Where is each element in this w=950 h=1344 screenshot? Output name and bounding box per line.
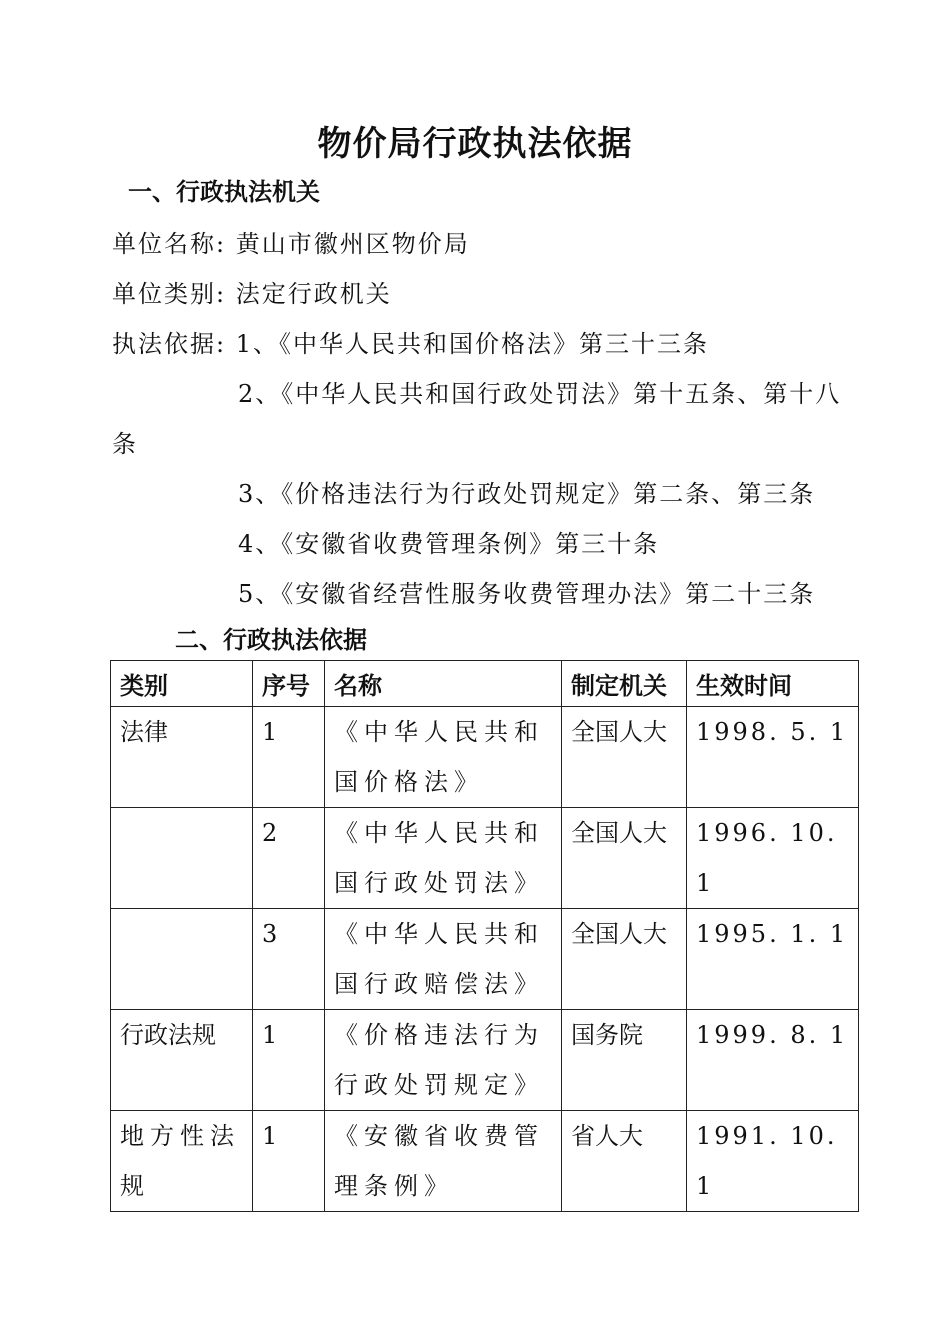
cell-authority: 省人大: [562, 1111, 687, 1212]
cell-name: 《安徽省收费管理条例》: [325, 1111, 562, 1212]
unit-name-label: 单位名称:: [112, 230, 227, 258]
basis-label: 执法依据:: [112, 330, 227, 358]
table-row: [111, 909, 859, 1010]
table-row: [111, 707, 859, 808]
cell-authority: 全国人大: [562, 707, 687, 808]
cell-name: 《中华人民共和国价格法》: [325, 707, 562, 808]
unit-type-label: 单位类别:: [112, 280, 227, 308]
cell-date: 1998. 5. 1: [687, 707, 859, 808]
cell-date: 1991. 10. 1: [687, 1111, 859, 1212]
unit-name-value: 黄山市徽州区物价局: [235, 230, 470, 258]
basis-item: 4、《安徽省收费管理条例》第三十条: [238, 530, 660, 558]
section-heading-agency: 一、行政执法机关: [128, 178, 320, 206]
cell-category: [111, 909, 253, 1010]
unit-type-line: [112, 274, 392, 309]
header-name: 名称: [325, 661, 562, 707]
table-header-row: [111, 661, 859, 707]
cell-date: 1999. 8. 1: [687, 1010, 859, 1111]
section-heading-basis: 二、行政执法依据: [175, 626, 367, 654]
basis-item: 5、《安徽省经营性服务收费管理办法》第二十三条: [238, 580, 816, 608]
basis-line-1: [112, 324, 709, 359]
cell-seq: 1: [253, 707, 325, 808]
cell-authority: 全国人大: [562, 909, 687, 1010]
cell-name: 《中华人民共和国行政处罚法》: [325, 808, 562, 909]
basis-item: 3、《价格违法行为行政处罚规定》第二条、第三条: [238, 480, 816, 508]
cell-category: 行政法规: [111, 1010, 253, 1111]
cell-seq: 2: [253, 808, 325, 909]
cell-category: 法律: [111, 707, 253, 808]
cell-seq: 1: [253, 1010, 325, 1111]
cell-date: 1996. 10. 1: [687, 808, 859, 909]
page-title: 物价局行政执法依据: [317, 124, 633, 164]
basis-item-wrap: 条: [112, 430, 138, 458]
cell-category: 地方性法规: [111, 1111, 253, 1212]
header-authority: 制定机关: [562, 661, 687, 707]
cell-seq: 1: [253, 1111, 325, 1212]
unit-type-value: 法定行政机关: [235, 280, 392, 308]
cell-authority: 国务院: [562, 1010, 687, 1111]
basis-item: 1、《中华人民共和国价格法》第三十三条: [235, 330, 710, 358]
basis-table: [110, 660, 859, 1212]
table-row: [111, 1010, 859, 1111]
table-row: [111, 1111, 859, 1212]
cell-category: [111, 808, 253, 909]
header-category: 类别: [111, 661, 253, 707]
header-date: 生效时间: [687, 661, 859, 707]
cell-date: 1995. 1. 1: [687, 909, 859, 1010]
cell-name: 《价格违法行为行政处罚规定》: [325, 1010, 562, 1111]
basis-item: 2、《中华人民共和国行政处罚法》第十五条、第十八: [238, 380, 842, 408]
unit-name-line: [112, 224, 470, 259]
cell-authority: 全国人大: [562, 808, 687, 909]
cell-name: 《中华人民共和国行政赔偿法》: [325, 909, 562, 1010]
table-row: [111, 808, 859, 909]
cell-seq: 3: [253, 909, 325, 1010]
header-seq: 序号: [253, 661, 325, 707]
